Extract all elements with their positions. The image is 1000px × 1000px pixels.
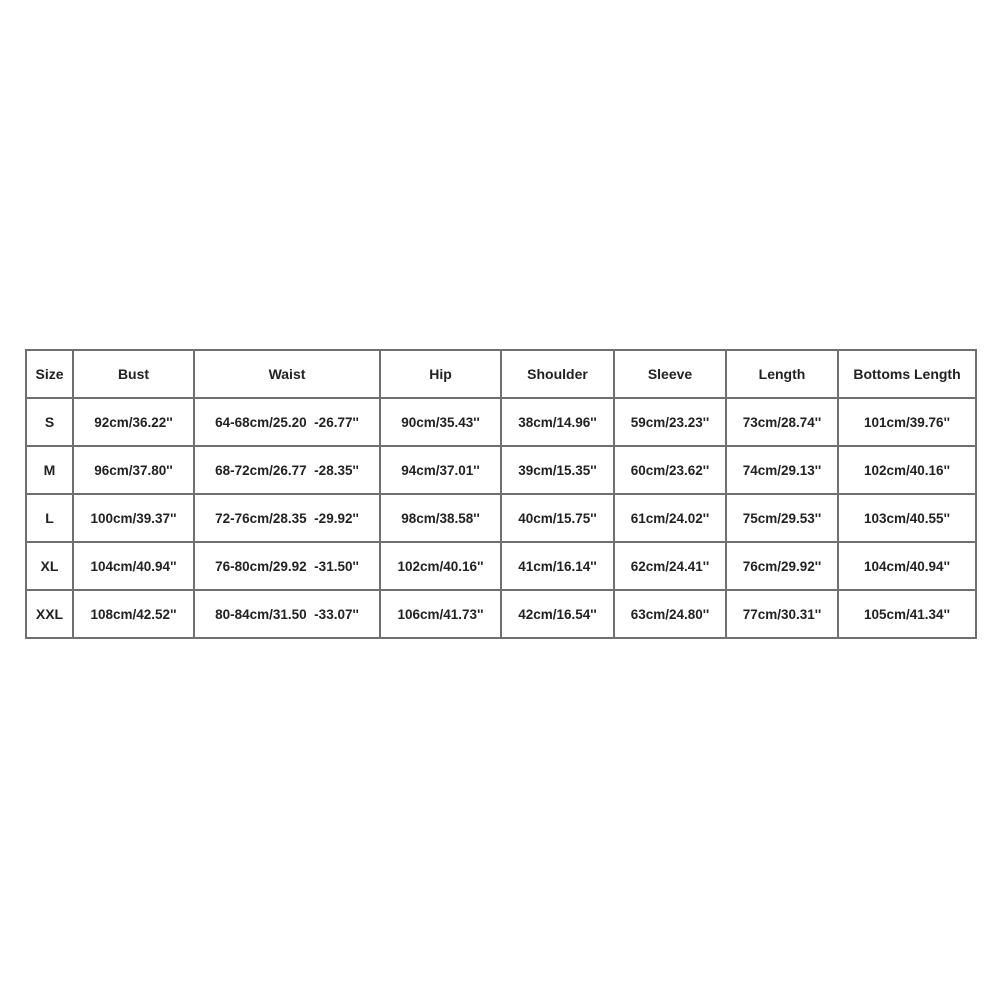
size-cell: M — [26, 446, 73, 494]
header-row — [26, 350, 976, 398]
bust-cell: 96cm/37.80'' — [73, 446, 194, 494]
header-bust: Bust — [73, 350, 194, 398]
size-cell: S — [26, 398, 73, 446]
shoulder-cell: 41cm/16.14'' — [501, 542, 614, 590]
waist-cell: 64-68cm/25.20 -26.77'' — [194, 398, 380, 446]
size-cell: XL — [26, 542, 73, 590]
header-shoulder: Shoulder — [501, 350, 614, 398]
sleeve-cell: 62cm/24.41'' — [614, 542, 726, 590]
sleeve-cell: 63cm/24.80'' — [614, 590, 726, 638]
shoulder-cell: 42cm/16.54'' — [501, 590, 614, 638]
bottoms-length-cell: 101cm/39.76'' — [838, 398, 976, 446]
waist-cell: 72-76cm/28.35 -29.92'' — [194, 494, 380, 542]
waist-cell: 68-72cm/26.77 -28.35'' — [194, 446, 380, 494]
length-cell: 73cm/28.74'' — [726, 398, 838, 446]
hip-cell: 90cm/35.43'' — [380, 398, 501, 446]
hip-cell: 102cm/40.16'' — [380, 542, 501, 590]
header-hip: Hip — [380, 350, 501, 398]
hip-cell: 106cm/41.73'' — [380, 590, 501, 638]
table-row — [26, 590, 976, 638]
table-row — [26, 494, 976, 542]
table-row — [26, 398, 976, 446]
header-waist: Waist — [194, 350, 380, 398]
hip-cell: 94cm/37.01'' — [380, 446, 501, 494]
table-row — [26, 446, 976, 494]
header-size: Size — [26, 350, 73, 398]
sleeve-cell: 61cm/24.02'' — [614, 494, 726, 542]
bottoms-length-cell: 105cm/41.34'' — [838, 590, 976, 638]
size-cell: L — [26, 494, 73, 542]
header-length: Length — [726, 350, 838, 398]
sleeve-cell: 60cm/23.62'' — [614, 446, 726, 494]
length-cell: 77cm/30.31'' — [726, 590, 838, 638]
sleeve-cell: 59cm/23.23'' — [614, 398, 726, 446]
length-cell: 74cm/29.13'' — [726, 446, 838, 494]
hip-cell: 98cm/38.58'' — [380, 494, 501, 542]
bottoms-length-cell: 104cm/40.94'' — [838, 542, 976, 590]
size-chart-table — [25, 349, 977, 639]
length-cell: 75cm/29.53'' — [726, 494, 838, 542]
bottoms-length-cell: 103cm/40.55'' — [838, 494, 976, 542]
shoulder-cell: 38cm/14.96'' — [501, 398, 614, 446]
header-bottoms-length: Bottoms Length — [838, 350, 976, 398]
bust-cell: 100cm/39.37'' — [73, 494, 194, 542]
length-cell: 76cm/29.92'' — [726, 542, 838, 590]
bottoms-length-cell: 102cm/40.16'' — [838, 446, 976, 494]
bust-cell: 104cm/40.94'' — [73, 542, 194, 590]
waist-cell: 80-84cm/31.50 -33.07'' — [194, 590, 380, 638]
bust-cell: 92cm/36.22'' — [73, 398, 194, 446]
size-cell: XXL — [26, 590, 73, 638]
waist-cell: 76-80cm/29.92 -31.50'' — [194, 542, 380, 590]
table-row — [26, 542, 976, 590]
shoulder-cell: 39cm/15.35'' — [501, 446, 614, 494]
header-sleeve: Sleeve — [614, 350, 726, 398]
shoulder-cell: 40cm/15.75'' — [501, 494, 614, 542]
table-body — [26, 398, 976, 638]
bust-cell: 108cm/42.52'' — [73, 590, 194, 638]
table-header — [26, 350, 976, 398]
